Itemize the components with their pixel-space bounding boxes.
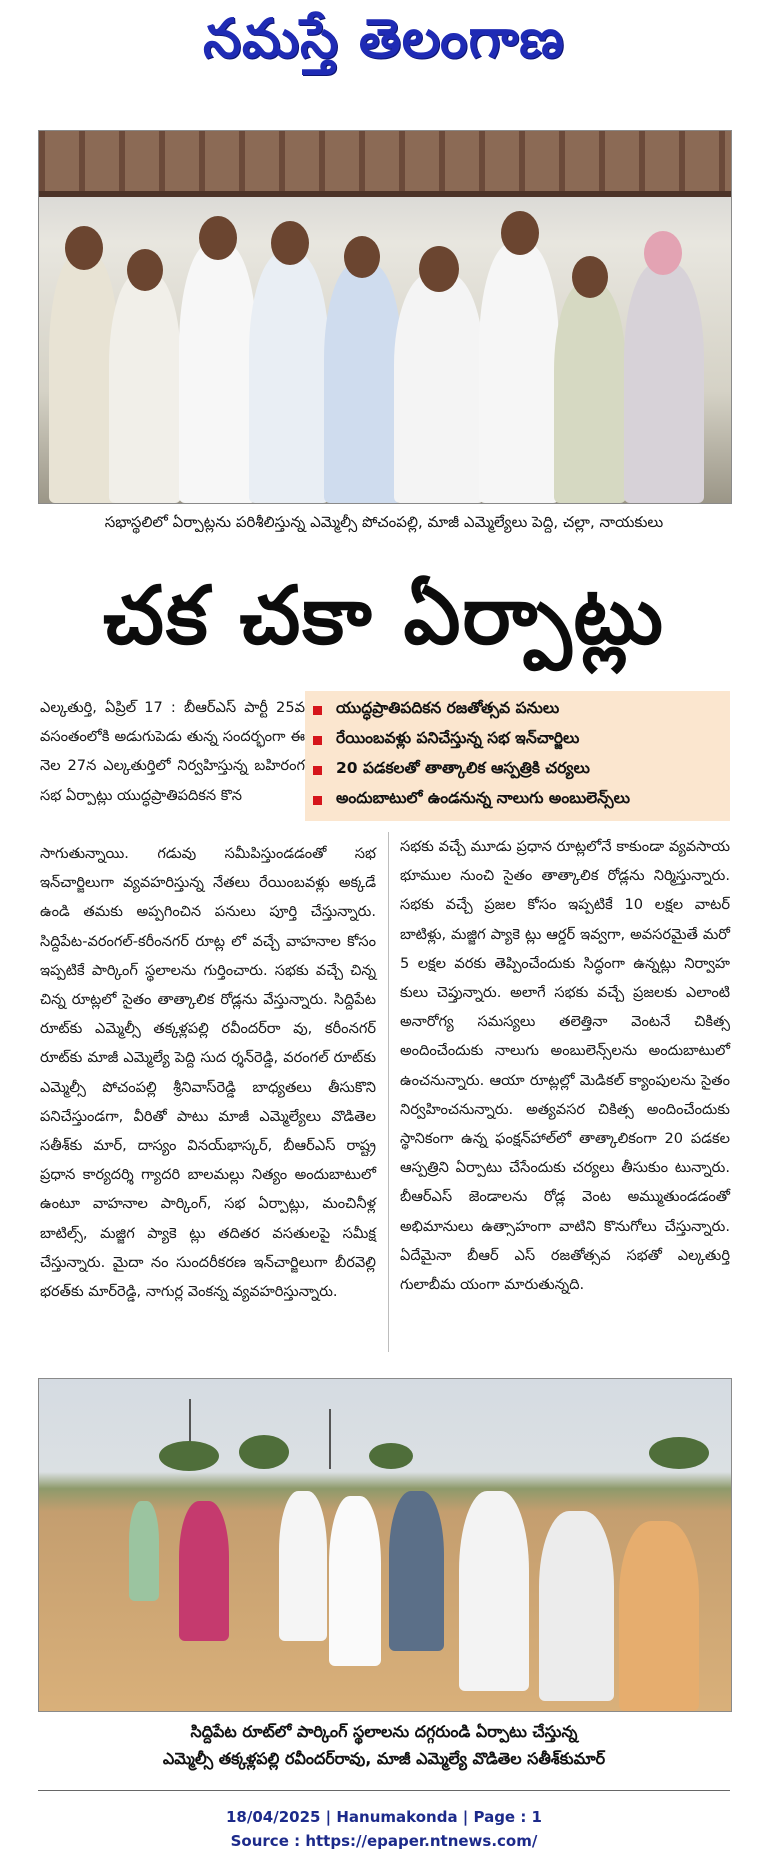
person-figure <box>619 1521 699 1711</box>
footer-edition-info: 18/04/2025 | Hanumakonda | Page : 1 <box>225 1808 542 1826</box>
person-head <box>199 216 237 260</box>
person-figure <box>179 243 257 503</box>
tree <box>239 1435 289 1469</box>
shed-roof <box>39 131 731 197</box>
article-lead: ఎల్కతుర్తి, ఏప్రిల్ 17 : బీఆర్‌ఎస్ పార్టీ 25వ వసంతంలోకి అడుగుపెడు తున్న సందర్భంగా ఈ నెల 27న ఎల్కతుర్తిలో నిర్వహిస్తున్న బహిరంగ సభ ఏర్పాట్లు యుద్ధప్రాతిపదికన కొన <box>40 699 305 804</box>
person-figure <box>109 273 181 503</box>
person-figure <box>459 1491 529 1691</box>
tree <box>369 1443 413 1469</box>
photo-caption: సభాస్థలిలో ఏర్పాట్లను పరిశీలిస్తున్న ఎమ్మెల్సీ పోచంపల్లి, మాజీ ఎమ్మెల్యేలు పెద్ది, చల్లా, నాయకులు <box>104 513 664 531</box>
article-column-right: సభకు వచ్చే మూడు ప్రధాన రూట్లలోనే కాకుండా వ్యవసాయ భూముల నుంచి సైతం తాత్కాలిక రోడ్లను నిర్మిస్తున్నారు. సభకు వచ్చే ప్రజల కోసం ఇప్పటికే 10 లక్షల వాటర్ బాటిళ్లు, మజ్జిగ ప్యాకె ట్లు ఆర్డర్ ఇవ్వగా, అవసరమైతే మరో 5 లక్షల వరకు తెప్పించేందుకు సిద్ధంగా ఉన్నట్లు నిర్వాహ కులు చెప్తున్నారు. అలాగే సభకు వచ్చే ప్రజలకు ఎలాంటి అనారోగ్య సమస్యలు తలెత్తినా వెంటనే చికిత్స అందించేందుకు నాలుగు అంబులెన్స్‌లను అందుబాటులో ఉంచనున్నారు. ఆయా రూట్లల్లో మెడికల్ క్యాంపులను సైతం నిర్వహించనున్నారు. అత్యవసర చికిత్స అందించేందుకు స్థానికంగా ఉన్న ఫంక్షన్‌హాల్‌లో తాత్కాలికంగా 20 పడకల ఆస్పత్రిని ఏర్పాటు చేసేందుకు చర్యలు తీసుకుం టున్నారు. బీఆర్‌ఎస్ జెండాలను రోడ్ల వెంట అమ్ముతుండడంతో అభిమానులు ఉత్సాహంగా వాటిని కొనుగోలు చేస్తున్నారు. ఏదేమైనా బీఆర్ ఎస్ రజతోత్సవ సభతో ఎల్కతుర్తి గులాబీమ యంగా మారుతున్నది. <box>400 838 730 1294</box>
person-head <box>271 221 309 265</box>
footer-source-link[interactable]: Source : https://epaper.ntnews.com/ <box>230 1832 538 1850</box>
person-figure <box>624 263 704 503</box>
person-figure <box>554 283 626 503</box>
person-head <box>419 246 459 292</box>
photo-inspection <box>38 130 732 504</box>
person-figure <box>394 273 484 503</box>
highlight-item: అందుబాటులో ఉండనున్న నాలుగు అంబులెన్స్‌లు <box>313 785 730 815</box>
person-figure <box>129 1501 159 1601</box>
person-head <box>127 249 163 291</box>
person-figure <box>329 1496 381 1666</box>
person-head <box>501 211 539 255</box>
photo-caption-2 <box>110 1718 658 1772</box>
highlight-item: రేయింబవళ్లు పనిచేస్తున్న సభ ఇన్‌చార్జిలు <box>313 725 730 755</box>
photo-site-visit <box>38 1378 732 1712</box>
caption-line: సిద్దిపేట రూట్‌లో పార్కింగ్ స్థలాలను దగ్గరుండి ఏర్పాటు చేస్తున్న <box>190 1722 578 1741</box>
article-headline: చక చకా ఏర్పాట్లు <box>103 568 665 662</box>
person-figure <box>324 263 402 503</box>
person-figure <box>249 253 329 503</box>
highlight-item: యుద్ధప్రాతిపదికన రజతోత్సవ పనులు <box>313 695 730 725</box>
masthead <box>0 0 768 90</box>
bullet-square-icon <box>313 736 322 745</box>
person-figure <box>389 1491 444 1651</box>
tree <box>159 1441 219 1471</box>
person-figure <box>279 1491 327 1641</box>
highlights-box <box>305 691 730 821</box>
article-column-left: సాగుతున్నాయి. గడువు సమీపిస్తుండడంతో సభ ఇన్‌చార్జిలుగా వ్యవహరిస్తున్న నేతలు రేయింబవళ్లు అక్కడే ఉండి తమకు అప్పగించిన పనులు పూర్తి చేస్తున్నారు. సిద్దిపేట-వరంగల్-కరీంనగర్ రూట్ల లో వచ్చే వాహనాల కోసం ఇప్పటికే పార్కింగ్ స్థలాలను గుర్తించారు. సభకు వచ్చే చిన్న చిన్న రూట్లలో సైతం తాత్కాలిక రోడ్లను వేస్తున్నారు. సిద్దిపేట రూట్‌కు ఎమ్మెల్సీ తక్కళ్లపల్లి రవీందర్‌రా వు, కరీంనగర్ రూట్‌కు మాజీ ఎమ్మెల్యే పెద్ది సుద ర్శన్‌రెడ్డి, వరంగల్ రూట్‌కు ఎమ్మెల్సీ పోచంపల్లి శ్రీనివాస్‌రెడ్డి బాధ్యతలు తీసుకొని పనిచేస్తుండగా, వీరితో పాటు మాజీ ఎమ్మెల్యేలు వొడితెల సతీశ్‌కు మార్, దాస్యం వినయ్‌భాస్కర్, బీఆర్‌ఎస్ రాష్ట్ర ప్రధాన కార్యదర్శి గ్యాదరి బాలమల్లు నిత్యం అందుబాటులో ఉంటూ వాహనాల పార్కింగ్, సభ ఏర్పాట్లు, మంచినీళ్ల బాటిల్స్, మజ్జిగ ప్యాకె ట్లు తదితర వసతులపై సమీక్ష చేస్తున్నారు. మైదా నం సుందరీకరణ ఇన్‌చార్జిలుగా బీరవెల్లి భరత్‌కు మార్‌రెడ్డి, నాగుర్ల వెంకన్న వ్యవహరిస్తున్నారు. <box>40 845 376 1301</box>
footer-divider <box>38 1790 730 1791</box>
person-head <box>644 231 682 275</box>
person-figure <box>179 1501 229 1641</box>
highlight-item: 20 పడకలతో తాత్కాలిక ఆస్పత్రికి చర్యలు <box>313 755 730 785</box>
tree <box>649 1437 709 1469</box>
person-head <box>344 236 380 278</box>
caption-line: ఎమ్మెల్సీ తక్కళ్లపల్లి రవీందర్‌రావు, మాజీ ఎమ్మెల్యే వొడితెల సతీశ్‌కుమార్ <box>162 1749 606 1768</box>
newspaper-logo: నమస్తే తెలంగాణ <box>203 6 565 70</box>
bullet-square-icon <box>313 796 322 805</box>
person-head <box>572 256 608 298</box>
utility-pole <box>329 1409 331 1469</box>
person-figure <box>539 1511 614 1701</box>
bullet-square-icon <box>313 766 322 775</box>
column-divider <box>388 832 389 1352</box>
person-head <box>65 226 103 270</box>
person-figure <box>479 243 559 503</box>
bullet-square-icon <box>313 706 322 715</box>
